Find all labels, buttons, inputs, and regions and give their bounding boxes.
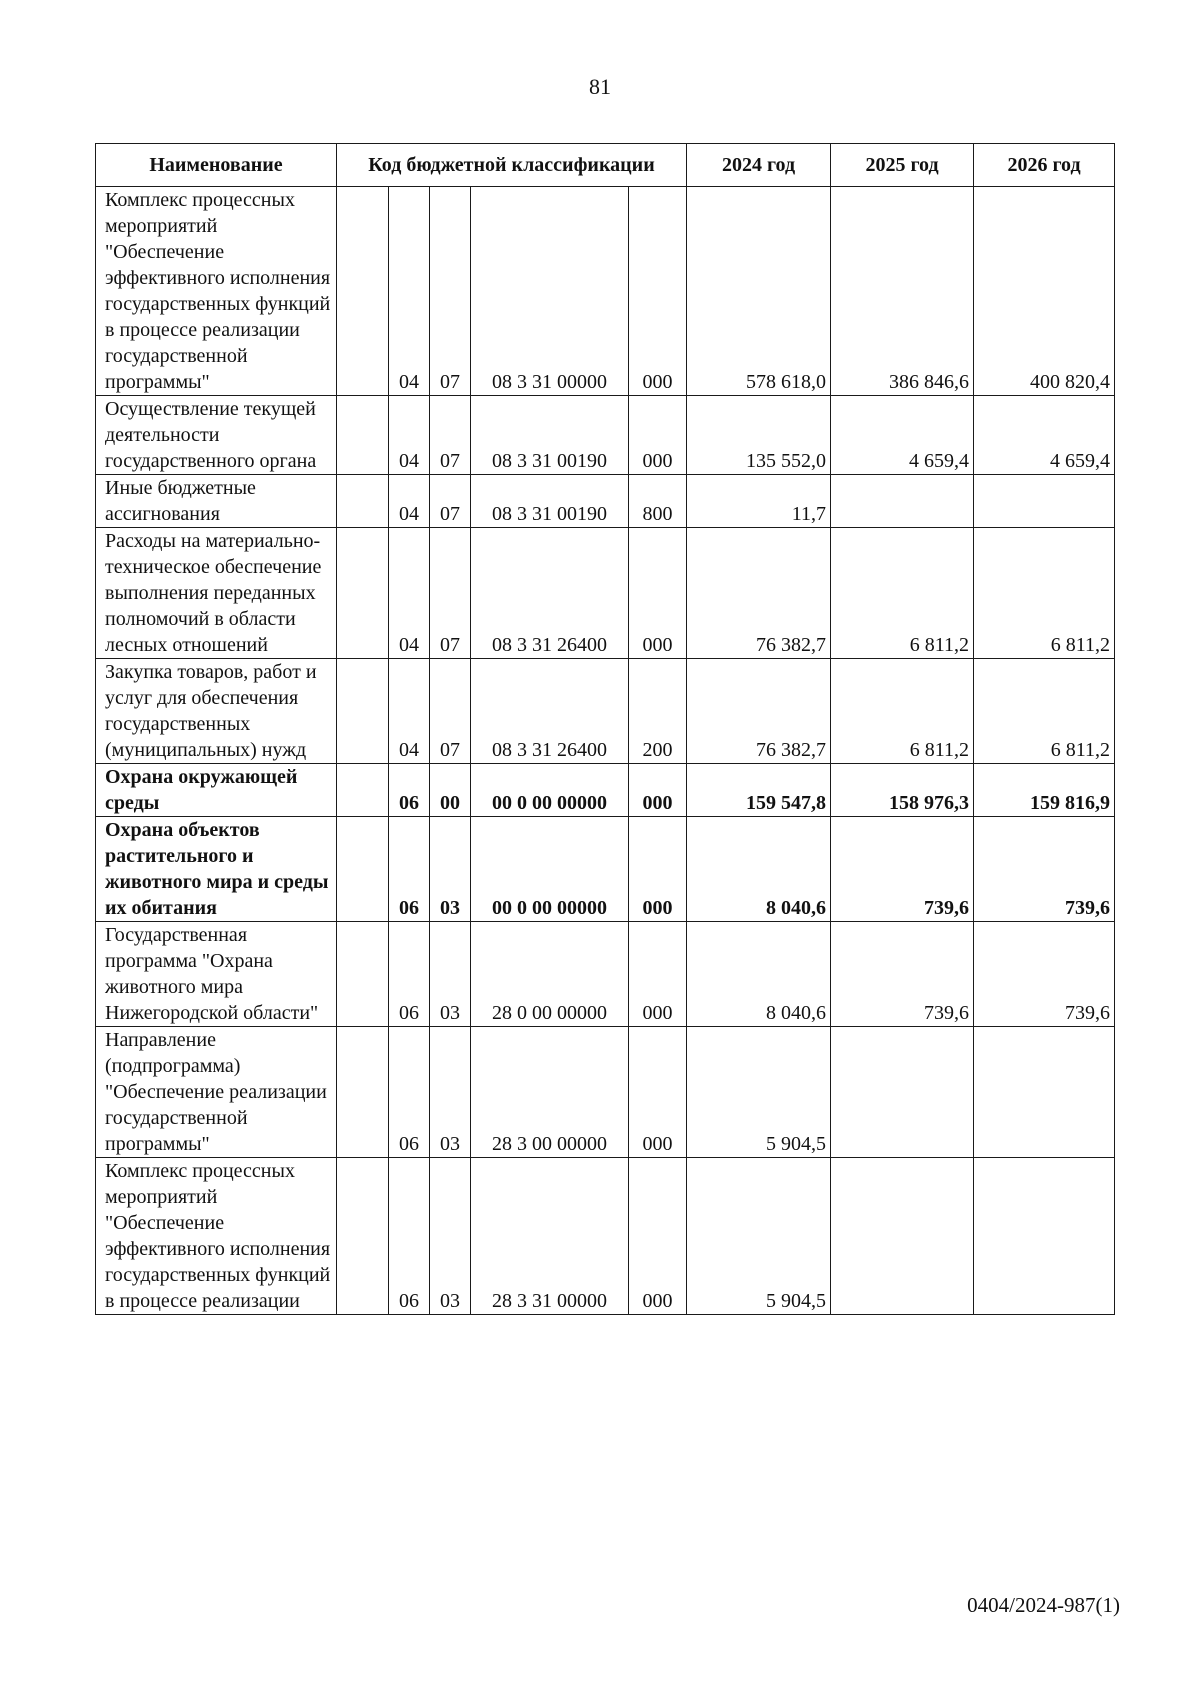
header-2024: 2024 год <box>687 144 831 187</box>
row-section-cell: 06 <box>389 922 430 1027</box>
row-subsection-cell: 03 <box>430 1158 471 1315</box>
row-2026-cell <box>974 1158 1115 1315</box>
row-2026-cell: 4 659,4 <box>974 396 1115 475</box>
header-2026: 2026 год <box>974 144 1115 187</box>
row-2024-cell: 159 547,8 <box>687 764 831 817</box>
header-name: Наименование <box>96 144 337 187</box>
row-2026-cell: 6 811,2 <box>974 528 1115 659</box>
row-section-cell: 04 <box>389 396 430 475</box>
row-2025-cell: 739,6 <box>831 922 974 1027</box>
header-code: Код бюджетной классификации <box>337 144 687 187</box>
row-2025-cell: 158 976,3 <box>831 764 974 817</box>
row-expense-type-cell: 000 <box>629 922 687 1027</box>
budget-table <box>95 143 1115 1315</box>
row-code-blank-cell <box>337 475 389 528</box>
row-section-cell: 04 <box>389 187 430 396</box>
row-expense-type-cell: 000 <box>629 817 687 922</box>
row-name-cell: Направление (подпрограмма) "Обеспечение реализации государственной программы" <box>96 1027 337 1158</box>
row-code-blank-cell <box>337 922 389 1027</box>
table-row <box>96 187 1115 396</box>
row-name-cell: Государственная программа "Охрана животного мира Нижегородской области" <box>96 922 337 1027</box>
row-name-cell: Осуществление текущей деятельности государственного органа <box>96 396 337 475</box>
row-2025-cell: 6 811,2 <box>831 528 974 659</box>
row-name-cell: Охрана окружающей среды <box>96 764 337 817</box>
row-2025-cell <box>831 475 974 528</box>
row-2025-cell: 4 659,4 <box>831 396 974 475</box>
row-name-cell: Комплекс процессных мероприятий "Обеспечение эффективного исполнения государственных функций в процессе реализации <box>96 1158 337 1315</box>
row-section-cell: 04 <box>389 475 430 528</box>
row-2024-cell: 8 040,6 <box>687 922 831 1027</box>
table-row <box>96 817 1115 922</box>
row-code-blank-cell <box>337 1027 389 1158</box>
row-section-cell: 06 <box>389 764 430 817</box>
row-subsection-cell: 07 <box>430 396 471 475</box>
row-2025-cell: 6 811,2 <box>831 659 974 764</box>
row-expense-type-cell: 000 <box>629 396 687 475</box>
table-row <box>96 1027 1115 1158</box>
row-section-cell: 06 <box>389 1027 430 1158</box>
row-expense-type-cell: 000 <box>629 764 687 817</box>
row-name-cell: Комплекс процессных мероприятий "Обеспечение эффективного исполнения государственных функций в процессе реализации государственной программы" <box>96 187 337 396</box>
row-2025-cell: 386 846,6 <box>831 187 974 396</box>
row-article-cell: 28 3 31 00000 <box>471 1158 629 1315</box>
table-body <box>96 187 1115 1315</box>
table-row <box>96 922 1115 1027</box>
row-expense-type-cell: 000 <box>629 1027 687 1158</box>
row-name-cell: Иные бюджетные ассигнования <box>96 475 337 528</box>
row-section-cell: 04 <box>389 659 430 764</box>
row-2026-cell <box>974 475 1115 528</box>
row-expense-type-cell: 800 <box>629 475 687 528</box>
row-2025-cell <box>831 1027 974 1158</box>
row-expense-type-cell: 000 <box>629 528 687 659</box>
row-name-cell: Расходы на материально-техническое обеспечение выполнения переданных полномочий в области лесных отношений <box>96 528 337 659</box>
row-2026-cell: 739,6 <box>974 922 1115 1027</box>
row-code-blank-cell <box>337 528 389 659</box>
row-code-blank-cell <box>337 396 389 475</box>
row-2024-cell: 76 382,7 <box>687 659 831 764</box>
row-subsection-cell: 03 <box>430 1027 471 1158</box>
header-2025: 2025 год <box>831 144 974 187</box>
table-header-row <box>96 144 1115 187</box>
row-name-cell: Охрана объектов растительного и животного мира и среды их обитания <box>96 817 337 922</box>
row-subsection-cell: 07 <box>430 659 471 764</box>
row-2024-cell: 11,7 <box>687 475 831 528</box>
row-section-cell: 06 <box>389 1158 430 1315</box>
table-row <box>96 659 1115 764</box>
document-number: 0404/2024-987(1) <box>967 1593 1120 1617</box>
row-code-blank-cell <box>337 187 389 396</box>
row-2025-cell: 739,6 <box>831 817 974 922</box>
row-article-cell: 00 0 00 00000 <box>471 817 629 922</box>
row-subsection-cell: 03 <box>430 922 471 1027</box>
row-article-cell: 00 0 00 00000 <box>471 764 629 817</box>
row-section-cell: 04 <box>389 528 430 659</box>
table-row <box>96 764 1115 817</box>
row-code-blank-cell <box>337 1158 389 1315</box>
row-article-cell: 08 3 31 26400 <box>471 528 629 659</box>
row-2024-cell: 76 382,7 <box>687 528 831 659</box>
row-article-cell: 28 3 00 00000 <box>471 1027 629 1158</box>
row-2024-cell: 578 618,0 <box>687 187 831 396</box>
row-subsection-cell: 03 <box>430 817 471 922</box>
row-code-blank-cell <box>337 817 389 922</box>
row-section-cell: 06 <box>389 817 430 922</box>
row-article-cell: 08 3 31 26400 <box>471 659 629 764</box>
row-subsection-cell: 07 <box>430 475 471 528</box>
row-2026-cell: 739,6 <box>974 817 1115 922</box>
page-number: 81 <box>589 74 611 99</box>
row-2024-cell: 135 552,0 <box>687 396 831 475</box>
row-article-cell: 08 3 31 00000 <box>471 187 629 396</box>
row-name-cell: Закупка товаров, работ и услуг для обеспечения государственных (муниципальных) нужд <box>96 659 337 764</box>
row-2026-cell: 6 811,2 <box>974 659 1115 764</box>
table-row <box>96 528 1115 659</box>
row-2024-cell: 8 040,6 <box>687 817 831 922</box>
row-subsection-cell: 07 <box>430 528 471 659</box>
table-row <box>96 475 1115 528</box>
row-subsection-cell: 07 <box>430 187 471 396</box>
row-article-cell: 08 3 31 00190 <box>471 475 629 528</box>
row-code-blank-cell <box>337 659 389 764</box>
row-2026-cell: 159 816,9 <box>974 764 1115 817</box>
row-2026-cell <box>974 1027 1115 1158</box>
row-2026-cell: 400 820,4 <box>974 187 1115 396</box>
row-subsection-cell: 00 <box>430 764 471 817</box>
row-expense-type-cell: 000 <box>629 1158 687 1315</box>
table-row <box>96 396 1115 475</box>
row-article-cell: 08 3 31 00190 <box>471 396 629 475</box>
table-row <box>96 1158 1115 1315</box>
row-code-blank-cell <box>337 764 389 817</box>
row-2024-cell: 5 904,5 <box>687 1027 831 1158</box>
row-expense-type-cell: 000 <box>629 187 687 396</box>
row-article-cell: 28 0 00 00000 <box>471 922 629 1027</box>
row-expense-type-cell: 200 <box>629 659 687 764</box>
row-2024-cell: 5 904,5 <box>687 1158 831 1315</box>
row-2025-cell <box>831 1158 974 1315</box>
